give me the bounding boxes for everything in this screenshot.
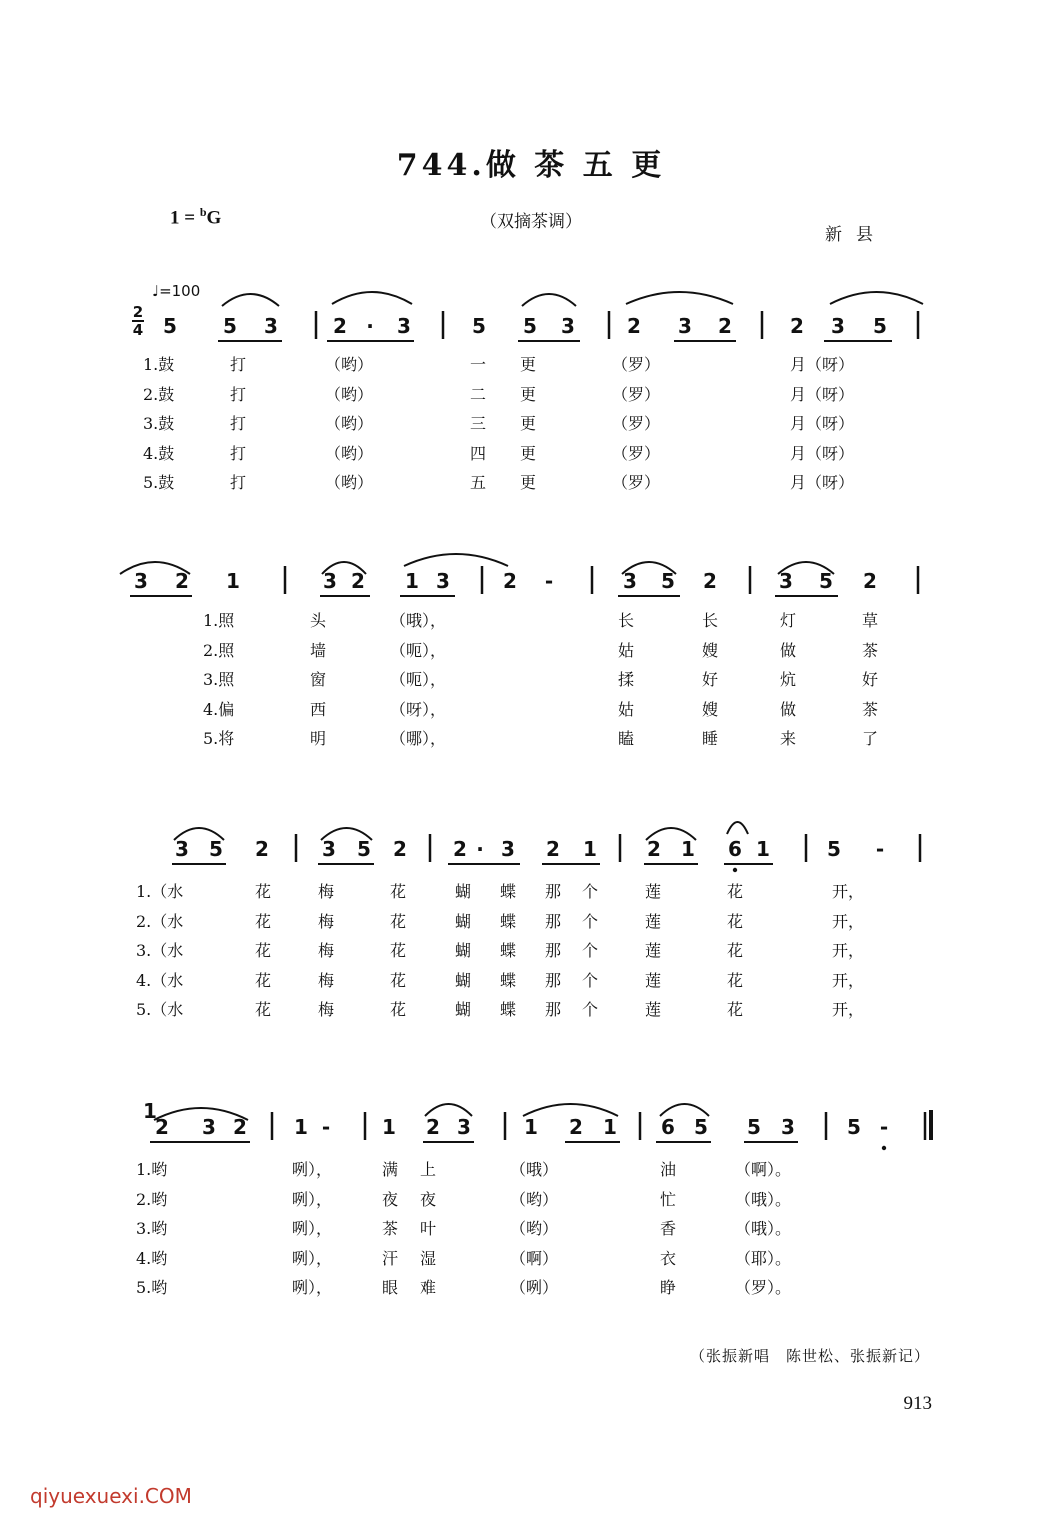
lyric-word: 了 [862,729,879,748]
note: 3 [322,837,336,861]
lyric-word: 莲 [645,882,662,901]
lyric-word: 茶 [862,699,879,719]
lyric-word: 蝶 [500,911,517,931]
note: 3 [781,1115,795,1139]
lyric-word: 更 [520,384,537,404]
lyric-word: （咧） [510,1278,559,1297]
note: 5 [827,837,841,861]
lyric-word: 莲 [645,970,662,990]
lyric-word: 1.照 [203,611,235,630]
lyric-word: 西 [310,699,327,719]
lyric-word: 梅 [318,911,335,931]
lyric-word: （罗）。 [735,1278,792,1297]
note: 6 [661,1115,675,1139]
lyric-word: 打 [230,443,247,463]
octave-dot [733,868,737,872]
lyric-word: 2.（水 [136,911,184,931]
note: 5 [472,314,486,338]
lyric-word: 莲 [645,941,662,960]
lyric-word: 更 [520,473,537,492]
region-label: 新县 [825,225,887,245]
slur-arc [522,294,576,306]
lyric-word: （哦）。 [735,1189,792,1209]
lyric-word: （啊） [510,1248,559,1268]
lyric-word: 4.鼓 [143,443,175,463]
lyric-word: 1.哟 [136,1160,168,1179]
lyric-word: 姑 [618,699,635,719]
lyric-word: 湿 [420,1248,437,1268]
time-sig-bottom: 4 [132,321,144,339]
lyric-word: 梅 [318,970,335,990]
note: 1 [405,569,419,593]
note: 3 [323,569,337,593]
lyric-word: 瞌 [618,729,635,748]
lyric-word: 蝶 [500,941,517,960]
note: 2 [546,837,560,861]
lyric-word: 蝶 [500,1000,517,1019]
time-sig-top: 2 [132,303,144,321]
note: 3 [501,837,515,861]
lyric-word: 花 [255,911,272,931]
note: 2 [790,314,804,338]
lyric-word: 做 [780,640,797,660]
lyric-word: 叶 [420,1219,437,1238]
lyric-word: 5.哟 [136,1278,168,1297]
lyric-word: 打 [230,384,247,404]
lyric-word: 花 [727,882,744,901]
note: 5 [163,314,177,338]
note: 1 [294,1115,308,1139]
note: - [321,1115,331,1139]
lyric-word: 莲 [645,911,662,931]
lyric-word: 好 [862,670,879,689]
lyric-word: （罗） [612,355,661,374]
note: 3 [561,314,575,338]
lyric-word: 月（呀） [790,384,855,404]
lyric-word: 莲 [645,1000,662,1019]
lyric-word: 1.鼓 [143,355,175,374]
note: 1 [756,837,770,861]
lyric-word: 来 [780,729,797,748]
lyric-word: 咧）， [292,1160,333,1179]
lyric-word: （哟） [325,384,374,404]
note: 3 [175,837,189,861]
lyric-word: 更 [520,443,537,463]
note: 5 [873,314,887,338]
lyric-word: 花 [255,970,272,990]
key-note: G [206,207,222,229]
lyric-word: 花 [255,1000,272,1019]
lyric-word: 炕 [780,670,797,689]
note: 2 [233,1115,247,1139]
lyric-word: 5.（水 [136,1000,184,1019]
lyric-word: 蝴 [455,882,472,901]
note: 3 [202,1115,216,1139]
tempo-marking: ♩=100 [152,282,201,300]
lyric-word: 2.鼓 [143,384,175,404]
lyric-word: 花 [390,911,407,931]
lyric-word: 花 [255,941,272,960]
lyric-word: 做 [780,699,797,719]
lyric-word: 嫂 [702,699,719,719]
lyric-word: 更 [520,414,537,433]
note: 2 [393,837,407,861]
octave-dot [882,1146,886,1150]
lyric-word: 上 [420,1160,437,1179]
lyric-word: 花 [255,882,272,901]
note: - [544,569,554,593]
note: 3 [831,314,845,338]
note: 1 [226,569,240,593]
lyric-word: 咧）， [292,1219,333,1238]
lyric-word: （哟） [325,443,374,463]
lyric-word: （哦） [510,1160,559,1179]
note: 5 [223,314,237,338]
note: 5 [523,314,537,338]
lyric-word: （哟） [510,1219,559,1238]
lyric-word: 茶 [382,1219,399,1238]
lyric-word: （呃）， [390,640,447,660]
note: 5 [819,569,833,593]
lyric-word: 月（呀） [790,443,855,463]
lyric-word: 花 [390,1000,407,1019]
lyric-word: 三 [470,414,487,433]
lyric-word: 蝴 [455,941,472,960]
lyric-word: 头 [310,611,327,630]
lyric-word: 那 [545,882,562,901]
lyric-word: 蝶 [500,882,517,901]
lyric-word: （罗） [612,414,661,433]
lyric-word: 4.哟 [136,1248,168,1268]
lyric-word: 4.偏 [203,699,235,719]
lyric-word: 2.哟 [136,1189,168,1209]
lyric-word: 睁 [660,1278,677,1297]
note: 3 [678,314,692,338]
note: 5 [661,569,675,593]
note: 1 [603,1115,617,1139]
lyric-word: 那 [545,970,562,990]
note: 5 [357,837,371,861]
lyric-word: 长 [618,611,635,630]
note: 3 [397,314,411,338]
note: 2 [503,569,517,593]
note: 2 [175,569,189,593]
note: 5 [209,837,223,861]
note: 3 [264,314,278,338]
credit-line: （张振新唱 陈世松、张振新记） [689,1347,930,1365]
lyric-word: 5.将 [203,729,235,748]
lyric-word: 咧）， [292,1248,333,1268]
note: 2 [569,1115,583,1139]
lyric-word: 2.照 [203,640,235,660]
lyric-word: 开， [832,970,865,990]
lyric-word: 花 [390,882,407,901]
lyric-word: 月（呀） [790,414,855,433]
lyric-word: 3.哟 [136,1219,168,1238]
lyric-word: 蝴 [455,1000,472,1019]
note: 1 [583,837,597,861]
grace-note: 1 [143,1099,157,1123]
lyric-word: （呃）， [390,670,447,689]
lyric-word: 一 [470,355,487,374]
lyric-word: 油 [660,1160,677,1179]
lyric-word: 草 [862,611,879,630]
note: 5 [747,1115,761,1139]
lyric-word: 开， [832,1000,865,1019]
lyric-word: （哟） [325,473,374,492]
lyric-word: 夜 [382,1189,399,1209]
note: - [875,837,885,861]
note: 2 [703,569,717,593]
slur-arc [626,292,733,304]
note: 2 [155,1115,169,1139]
lyric-word: （哦）， [390,611,447,630]
lyric-word: 花 [727,911,744,931]
note: 2 [255,837,269,861]
note: 2 [333,314,347,338]
lyric-word: 花 [390,970,407,990]
lyric-word: 茶 [862,640,879,660]
lyric-word: 1.（水 [136,882,184,901]
note: 1 [382,1115,396,1139]
page-number: 913 [903,1393,932,1414]
song-title: 744.做 茶 五 更 [396,148,666,183]
note: 2 [351,569,365,593]
lyric-word: （耶）。 [735,1248,792,1268]
note: 5 [847,1115,861,1139]
lyric-word: 睡 [702,729,719,748]
lyric-word: 梅 [318,941,335,960]
lyric-word: 五 [470,473,487,492]
lyric-word: 墙 [310,640,327,660]
note: 3 [623,569,637,593]
lyric-word: （啊）。 [735,1160,792,1179]
lyric-word: 开， [832,911,865,931]
lyric-word: 开， [832,882,865,901]
lyric-word: 3.（水 [136,941,184,960]
lyric-word: （罗） [612,384,661,404]
lyric-word: 花 [727,970,744,990]
lyric-word: 个 [582,970,599,990]
lyric-word: 难 [420,1278,437,1297]
lyric-word: 姑 [618,640,635,660]
lyric-word: （哪）， [390,729,447,748]
note: 3 [436,569,450,593]
lyric-word: 好 [702,670,719,689]
note: 3 [457,1115,471,1139]
lyric-word: 满 [382,1160,399,1179]
note: · [476,837,484,861]
note: 1 [681,837,695,861]
lyric-word: 那 [545,911,562,931]
lyric-word: 那 [545,1000,562,1019]
flat-sign: b [199,205,207,219]
lyric-word: 打 [230,414,247,433]
lyric-word: 3.鼓 [143,414,175,433]
lyric-word: 打 [230,355,247,374]
lyric-word: 揉 [618,670,635,689]
lyric-word: 长 [702,611,719,630]
lyric-word: 3.照 [203,670,235,689]
lyric-word: 咧）， [292,1278,333,1297]
lyric-word: （哦）。 [735,1219,792,1238]
slur-arc [332,292,412,304]
lyric-word: 香 [660,1219,677,1238]
lyric-word: 窗 [310,670,327,689]
lyric-word: 个 [582,911,599,931]
note: · [366,314,374,338]
lyric-word: （罗） [612,443,661,463]
lyric-word: 个 [582,941,599,960]
note: 2 [453,837,467,861]
lyric-word: 4.（水 [136,970,184,990]
lyric-word: 个 [582,1000,599,1019]
lyric-word: 个 [582,882,599,901]
note: 3 [779,569,793,593]
slur-arc [727,822,748,834]
lyric-word: 咧）， [292,1189,333,1209]
watermark: qiyuexuexi.COM [30,1484,192,1508]
note: 2 [647,837,661,861]
lyric-word: 衣 [660,1248,677,1268]
note: 3 [134,569,148,593]
lyric-word: 眼 [382,1278,399,1297]
lyric-word: 打 [230,473,247,492]
lyric-word: 明 [310,729,327,748]
slur-arc [830,292,923,304]
lyric-word: 月（呀） [790,355,855,374]
lyric-word: 花 [727,1000,744,1019]
note: 2 [718,314,732,338]
song-subtitle: （双摘茶调） [480,212,582,232]
note: 5 [694,1115,708,1139]
lyric-word: （呀）， [390,699,447,719]
note: 2 [627,314,641,338]
lyric-word: 忙 [660,1189,677,1209]
lyric-word: 更 [520,355,537,374]
lyric-word: 开， [832,941,865,960]
lyric-word: 夜 [420,1189,437,1209]
slur-arc [404,554,508,566]
lyric-word: 花 [390,941,407,960]
lyric-word: 蝴 [455,970,472,990]
note: - [879,1115,889,1139]
lyric-word: 嫂 [702,640,719,660]
lyric-word: 梅 [318,1000,335,1019]
slur-arc [222,294,279,306]
lyric-word: 汗 [382,1248,399,1268]
lyric-word: 蝶 [500,970,517,990]
lyric-word: 月（呀） [790,473,855,492]
lyric-word: （哟） [325,414,374,433]
lyric-word: （罗） [612,473,661,492]
note: 2 [863,569,877,593]
lyric-word: 四 [470,443,487,463]
lyric-word: 花 [727,941,744,960]
lyric-word: 灯 [780,611,797,630]
note: 2 [426,1115,440,1139]
lyric-word: （哟） [325,355,374,374]
key-prefix: 1 = [170,207,200,229]
lyric-word: 梅 [318,882,335,901]
lyric-word: 5.鼓 [143,473,175,492]
lyric-word: 蝴 [455,911,472,931]
note: 1 [524,1115,538,1139]
lyric-word: 那 [545,941,562,960]
note: 6 [728,837,742,861]
lyric-word: 二 [470,384,487,404]
lyric-word: （哟） [510,1189,559,1209]
